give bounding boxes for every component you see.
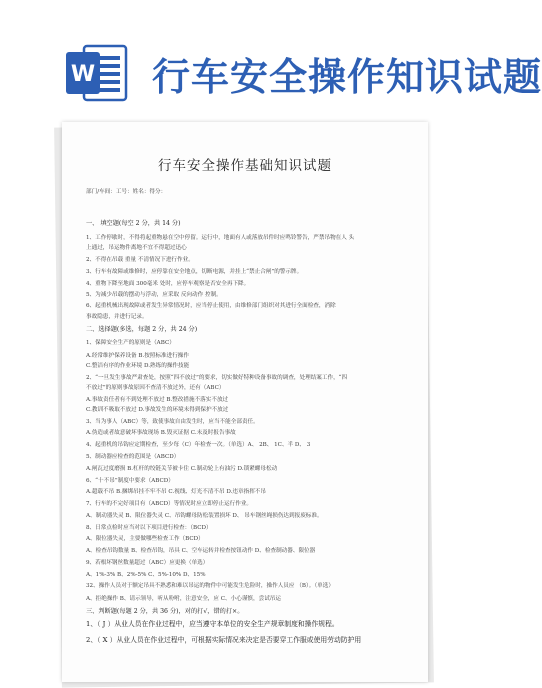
document-line: A、制动器失灵 B、限位器失灵 C、吊钩螺母防松装置损坏 D、 吊车钢丝绳损伤达到报废标准。 — [86, 513, 323, 519]
document-page — [62, 122, 428, 682]
document-line: 三、判断题(每题 2 分，共 36 分)，对的打√，错的打×。 — [86, 608, 244, 615]
document-line: 事故隐患，并进行记录。 — [86, 314, 148, 320]
document-line: 7、行车的不完好项目有（ABCD）等情况时应立即停止运行作业。 — [86, 501, 253, 507]
word-document-icon — [66, 44, 128, 102]
document-line: 1、（ J ）从业人员在作业过程中，应当遵守本单位的安全生产规章制度和操作规程。 — [86, 620, 339, 628]
document-line: 2、不得在吊载 重量 不清情况下进行作业。 — [86, 257, 194, 263]
document-line: 5、制动器应检查的范围是（ABCD） — [86, 454, 180, 460]
document-line: 2、（ X ）从业人员在作业过程中，可根据实际情况来决定是否要穿工作服或使用劳动防护用 — [86, 636, 362, 644]
document-line: A、检查吊钩数量 B、检查吊钩，吊具 C、空车运转并检查按钮动作 D、检查制动器、限位器 — [86, 548, 316, 554]
document-line: 2、“一旦发生事故严肃查处，按照“四不放过”的要求，切实做好特种设备事故的调查，处理结案工作，“四 — [86, 375, 348, 381]
document-line: A、拒绝操作 B、请示领导，听从吩咐，注意安全，应 C、小心谨慎，尝试吊运 — [86, 596, 281, 602]
document-line: 3、当为事人（ABC）等，致使事故自由发生时，应当不能全部责任。 — [86, 419, 259, 425]
page-title: 行车安全操作知识试题 — [152, 55, 542, 99]
document-line: 1、工作停歇时，不得将起重物悬在空中停留。运行中，地面有人或落放吊件时应鸣铃警告，严禁吊物在人 头 — [86, 235, 355, 241]
document-line: A.经常维护保养设备 B.按照标准进行操作 — [86, 353, 189, 359]
document-line: 32、操作人员对于额定吊具不熟悉和难以吊运的物件中可能发生危险时，操作人员应 （B）。（单选） — [86, 583, 334, 589]
document-line: 9、若根坏钢丝数量超过（ABC）应更换（单选） — [86, 560, 209, 566]
document-line: 6、起重机械出现故障或者发生异常情况时，应当停止使用，由维修部门组织对其进行全面检查，消除 — [86, 303, 336, 309]
document-line: 上通过，吊运物件离地不宜不得超过迅心 — [86, 245, 187, 251]
document-line: C.教训不吸取不放过 D.事故发生的环境未得到保护不放过 — [86, 407, 229, 413]
document-line: A.事故责任者有不到处理不放过 B.整改措施不落实不放过 — [86, 397, 229, 403]
document-line: 3、行车有故障或维修时，应停靠在安全地点，切断电源，并挂上“禁止合闸”的警示牌。 — [86, 269, 303, 275]
document-line: A.闸瓦过度磨损 B.杠杆的绞链关节被卡住 C.制动轮上有油污 D.锁紧螺母松动 — [86, 466, 278, 472]
document-line: 部门/车间：工号：姓名：得分： — [86, 189, 167, 195]
logo-letter: W — [70, 62, 96, 87]
document-line: A、限位器失灵，主要做哪些检查工作（BCD） — [86, 536, 204, 542]
document-line: A.伪造或者故意破坏事故现场 B.毁灭证据 C.未及时报告事故 — [86, 430, 236, 436]
banner-header — [0, 0, 542, 118]
document-line: 6、“十不吊”制度中要求（ABCD） — [86, 478, 174, 484]
document-line: 不放过”的原则事故原因不查清不放过外，还有（ABC） — [86, 385, 225, 391]
document-line: C.整洁有序的作业环境 D.熟练的操作技能 — [86, 363, 190, 369]
document-line: A.超载不吊 B.捆绑吊挂不牢不吊 C.视线、灯光不清不吊 D.违章指挥不吊 — [86, 489, 266, 495]
document-line: 8、日常点检时应当对以下项目进行检查：（BCD） — [86, 525, 212, 531]
document-line: 1、保障安全生产的原则是（ABC） — [86, 340, 175, 346]
document-line: 5、为减少吊载的摆动与浮动，应采取 反向动作 控制。 — [86, 292, 222, 298]
document-line: A、1%-3% B、2%-5% C、5%-10% D、15% — [86, 572, 206, 578]
document-line: 4、重物下降至地面 300毫米 处时，应停车观察是否安全再下降。 — [86, 281, 250, 287]
document-title: 行车安全操作基础知识试题 — [158, 158, 332, 174]
document-line: 二、选择题(多选，每题 2 分，共 24 分) — [86, 326, 198, 333]
document-line: 4、起重机的吊钩应定期检查，至少每（C）年检查一次。（单选）A、 2B、 1C、半 D、 3 — [86, 442, 311, 448]
document-line: 一、 填空题(每空 2 分，共 14 分) — [86, 220, 181, 227]
